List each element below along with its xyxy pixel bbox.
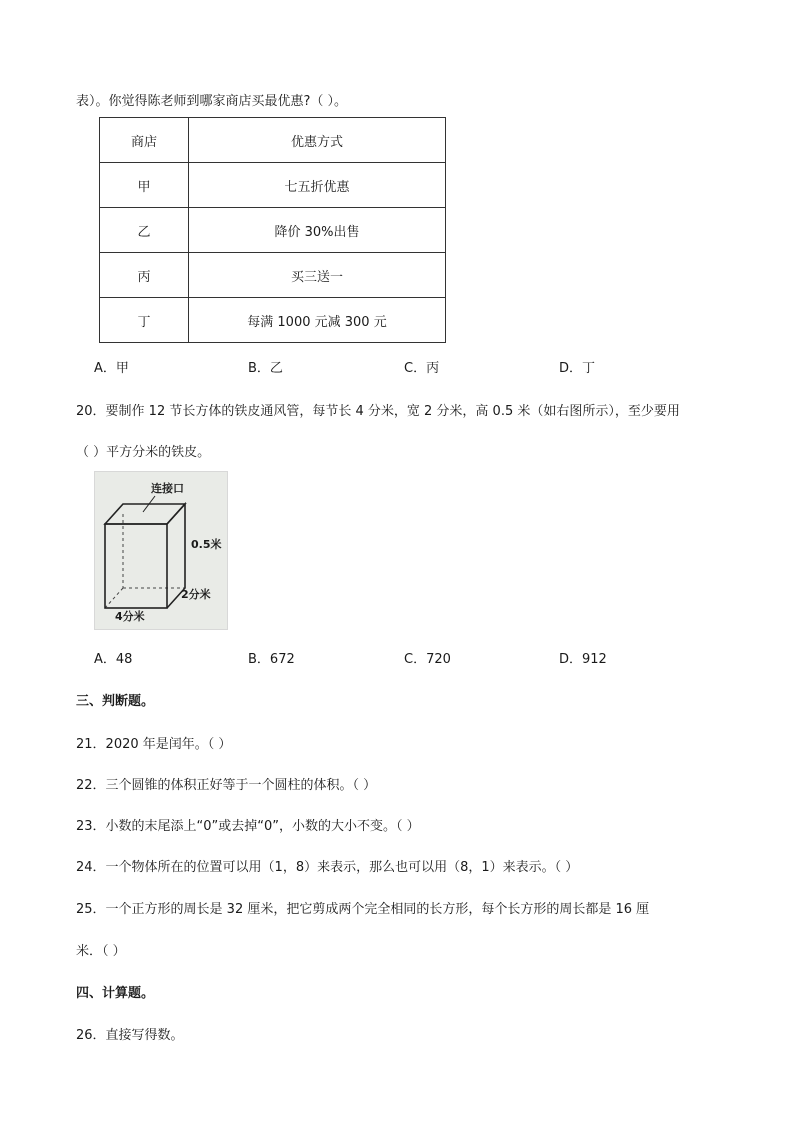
q19-intro: 表）。你觉得陈老师到哪家商店买最优惠?（ ）。 — [76, 94, 348, 109]
table-cell-shop: 丙 — [100, 253, 189, 298]
q20-option-c[interactable]: C．720 — [404, 652, 451, 667]
q20-text-line2: （ ）平方分米的铁皮。 — [76, 445, 211, 460]
q19-option-c[interactable]: C．丙 — [404, 361, 440, 376]
cuboid-figure — [94, 471, 228, 630]
table-cell-discount: 七五折优惠 — [189, 163, 446, 208]
table-row — [100, 163, 446, 208]
table-cell-shop: 丁 — [100, 298, 189, 343]
q19-option-d[interactable]: D．丁 — [559, 361, 596, 376]
q25-text-line2: 米．（ ） — [76, 944, 126, 959]
q25-text-line1: 25．一个正方形的周长是 32 厘米，把它剪成两个完全相同的长方形，每个长方形的周长都是 16 厘 — [76, 902, 650, 917]
table-cell-shop: 甲 — [100, 163, 189, 208]
table-row — [100, 208, 446, 253]
table-cell-discount: 买三送一 — [189, 253, 446, 298]
table-header-row — [100, 118, 446, 163]
q19-option-b[interactable]: B．乙 — [248, 361, 283, 376]
q20-option-a[interactable]: A．48 — [94, 652, 133, 667]
table-row — [100, 253, 446, 298]
table-header-cell: 商店 — [100, 118, 189, 163]
table-row — [100, 298, 446, 343]
q20-option-b[interactable]: B．672 — [248, 652, 295, 667]
q19-option-a[interactable]: A．甲 — [94, 361, 129, 376]
q20-option-d[interactable]: D．912 — [559, 652, 607, 667]
q26-text: 26．直接写得数。 — [76, 1028, 184, 1043]
section-heading-judgment: 三、判断题。 — [76, 694, 155, 709]
q23-text: 23．小数的末尾添上“0”或去掉“0”，小数的大小不变。（ ） — [76, 819, 420, 834]
discount-table — [99, 117, 446, 343]
table-header-cell: 优惠方式 — [189, 118, 446, 163]
height-label: 0.5米 — [191, 538, 222, 551]
table-cell-discount: 每满 1000 元减 300 元 — [189, 298, 446, 343]
section-heading-calculation: 四、计算题。 — [76, 986, 155, 1001]
connector-label: 连接口 — [151, 482, 184, 495]
width-label: 2分米 — [181, 588, 211, 601]
length-label: 4分米 — [115, 610, 145, 623]
q20-text-line1: 20．要制作 12 节长方体的铁皮通风管，每节长 4 分米，宽 2 分米，高 0.5 米（如右图所示），至少要用 — [76, 404, 680, 419]
table-cell-discount: 降价 30%出售 — [189, 208, 446, 253]
table-cell-shop: 乙 — [100, 208, 189, 253]
q22-text: 22．三个圆锥的体积正好等于一个圆柱的体积。（ ） — [76, 778, 377, 793]
q21-text: 21．2020 年是闰年。（ ） — [76, 737, 232, 752]
q24-text: 24．一个物体所在的位置可以用（1，8）来表示，那么也可以用（8，1）来表示。（ ） — [76, 860, 579, 875]
